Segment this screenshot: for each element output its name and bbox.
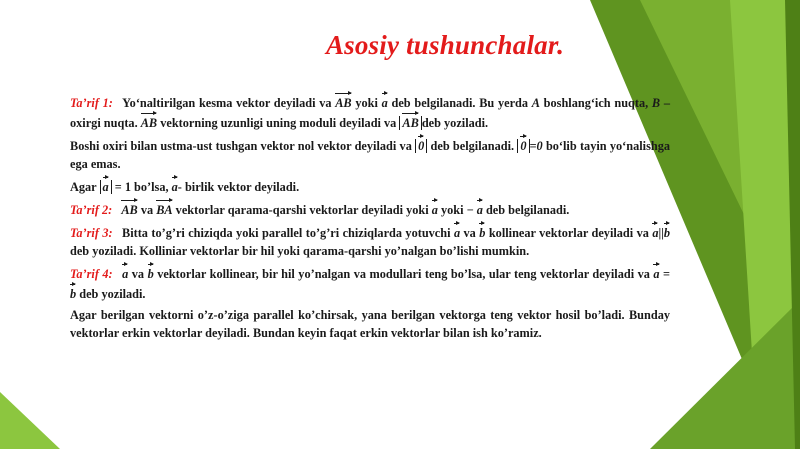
vector-ba: BA xyxy=(156,199,172,219)
vector-a: a xyxy=(432,199,438,219)
definition-3 xyxy=(70,222,670,260)
definition-1 xyxy=(70,92,670,132)
vector-a: a xyxy=(172,176,178,196)
vector-a: a xyxy=(382,92,388,112)
vector-a: a xyxy=(477,199,483,219)
definition-2 xyxy=(70,199,670,219)
text: Agar berilgan vektorni o’z-o’ziga parallel ko’chirsak, yana berilgan vektorga teng vektor hosil bo’ladi. Bunday vektorlar erkin vektorlar deyiladi. Bundan keyin faqat erkin vektorlar bilan ish ko’ramiz. xyxy=(70,308,670,340)
slide-title: Asosiy tushunchalar. xyxy=(325,30,565,60)
text: va xyxy=(140,203,154,217)
definition-label: Ta’rif 4: xyxy=(70,267,113,281)
modulus-zero xyxy=(517,139,529,153)
text: vektorlar kollinear, bir hil yo’nalgan va modullari teng bo’lsa, ular teng vektorlar deyiladi va xyxy=(157,267,650,281)
vector-a: a xyxy=(653,263,659,283)
vector-a: a xyxy=(103,176,109,196)
text: deb yoziladi. Kolliniar vektorlar bir hil yoki qarama-qarshi yo’nalgan bo’lishi mumkin. xyxy=(70,244,530,258)
text: Bitta to’g’ri chiziqda yoki parallel to’g’ri chiziqlarda yotuvchi xyxy=(122,226,451,240)
vector-b: b xyxy=(70,283,76,303)
unit-vector-paragraph xyxy=(70,176,670,196)
vector-a: a xyxy=(122,263,128,283)
equals-sign: = xyxy=(663,267,671,281)
text: bo‘lib tayin yo‘nalishga ega emas. xyxy=(70,139,670,171)
definition-4 xyxy=(70,263,670,303)
slide-body xyxy=(70,92,670,345)
text: deb belgilanadi. Bu yerda xyxy=(391,96,529,110)
modulus-ab xyxy=(399,116,421,130)
definition-label: Ta’rif 3: xyxy=(70,226,113,240)
text: deb belgilanadi. xyxy=(485,203,570,217)
text: vektorlar qarama-qarshi vektorlar deyiladi yoki xyxy=(175,203,429,217)
vector-b: b xyxy=(664,222,670,242)
text: va xyxy=(463,226,476,240)
text: yoki xyxy=(355,96,378,110)
vector-a: a xyxy=(454,222,460,242)
point-b: B xyxy=(651,96,661,110)
text: deb yoziladi. xyxy=(421,116,489,130)
text: deb belgilanadi. xyxy=(430,139,515,153)
text: = 1 bo’lsa, xyxy=(114,180,169,194)
vector-ab: AB xyxy=(141,112,157,132)
vector-a: a xyxy=(652,222,658,242)
point-a: A xyxy=(531,96,540,110)
vector-ab: AB xyxy=(121,199,137,219)
parallel-sign: || xyxy=(658,226,664,240)
vector-ab: AB xyxy=(402,112,418,132)
text: Agar xyxy=(70,180,97,194)
text: va xyxy=(131,267,145,281)
text: yoki − xyxy=(440,203,474,217)
green-left-corner xyxy=(0,392,60,449)
text: deb yoziladi. xyxy=(79,287,146,301)
modulus-a xyxy=(100,180,112,194)
text: vektorning uzunligi uning moduli deyiladi va xyxy=(160,116,397,130)
vector-b: b xyxy=(148,263,154,283)
modulus-zero xyxy=(415,139,427,153)
vector-zero: 0 xyxy=(418,135,424,155)
free-vectors-paragraph xyxy=(70,306,670,342)
text: =0 xyxy=(529,139,543,153)
text: Boshi oxiri bilan ustma-ust tushgan vektor nol vektor deyiladi va xyxy=(70,139,412,153)
text: Yo‘naltirilgan kesma vektor deyiladi va xyxy=(122,96,332,110)
green-shape-lower xyxy=(650,300,800,449)
definition-label: Ta’rif 2: xyxy=(70,203,113,217)
text: boshlang‘ich nuqta, xyxy=(543,96,649,110)
text: – oxirgi nuqta. xyxy=(70,96,670,130)
vector-ab: AB xyxy=(335,92,351,112)
zero-vector-paragraph xyxy=(70,135,670,173)
vector-b: b xyxy=(479,222,485,242)
vector-zero: 0 xyxy=(520,135,526,155)
text: - birlik vektor deyiladi. xyxy=(177,180,300,194)
definition-label: Ta’rif 1: xyxy=(70,96,113,110)
text: kollinear vektorlar deyiladi va xyxy=(488,226,649,240)
